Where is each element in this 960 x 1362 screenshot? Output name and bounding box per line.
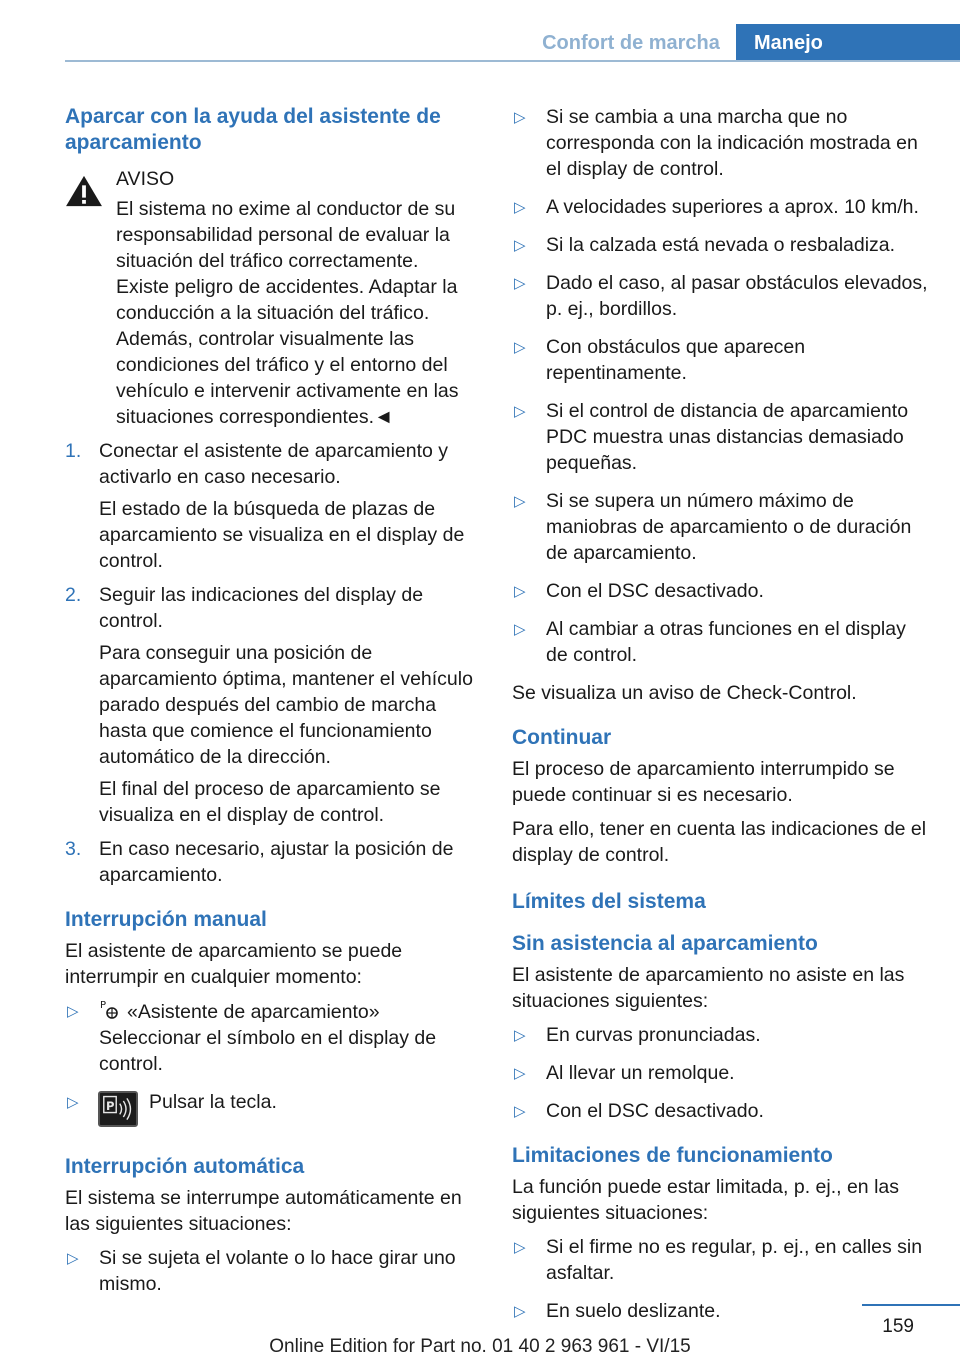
list-item-text: Dado el caso, al pasar obstáculos elevados, p. ej., bordillos.: [546, 272, 928, 320]
bullet-triangle-icon: ▷: [514, 1239, 526, 1256]
step-3: [65, 836, 475, 888]
svg-text:P: P: [100, 1000, 107, 1011]
list-item-text: «Asistente de aparcamiento» Seleccionar el símbolo en el display de control.: [99, 1001, 437, 1075]
list-item-text: En curvas pronunciadas.: [546, 1024, 761, 1046]
list-item: [512, 334, 932, 386]
list-item: [512, 1022, 932, 1048]
parking-assistant-icon: [99, 998, 123, 1022]
auto-intro: El sistema se interrumpe automáticamente en las siguientes situaciones:: [65, 1187, 462, 1235]
no-assist-intro: El asistente de aparcamiento no asiste en las situaciones siguientes:: [512, 964, 905, 1012]
step-text: Seguir las indicaciones del display de control.: [99, 584, 424, 632]
bullet-triangle-icon: ▷: [514, 339, 526, 356]
step-2: [65, 582, 475, 828]
bullet-triangle-icon: ▷: [514, 1065, 526, 1082]
list-item: [512, 1060, 932, 1086]
bullet-triangle-icon: ▷: [514, 1027, 526, 1044]
continue-paragraph: Para ello, tener en cuenta las indicaciones de el display de control.: [512, 818, 927, 866]
list-item-text: Al cambiar a otras funciones en el display de control.: [546, 618, 906, 666]
list-item: [512, 578, 932, 604]
warning-label: AVISO: [116, 168, 175, 190]
bullet-triangle-icon: ▷: [514, 1103, 526, 1120]
header-section-tab: Manejo: [736, 24, 960, 62]
bullet-triangle-icon: ▷: [514, 403, 526, 420]
list-item-text: Si el control de distancia de aparcamiento PDC muestra unas distancias demasiado pequeñas.: [546, 400, 909, 474]
auto-list-continued: [512, 104, 932, 668]
list-item: [65, 1245, 475, 1297]
warning-text: El sistema no exime al conductor de su responsabilidad personal de evaluar la situación del tráfico correctamente. Existe peligro de accidentes. Adaptar la conducción a la situación del tráfico. Además, controlar visualmente las condiciones del tráfico y el entorno del vehículo e intervenir activamente en las situaciones correspondientes.◄: [116, 198, 459, 428]
bullet-triangle-icon: ▷: [514, 199, 526, 216]
list-item: [512, 488, 932, 566]
list-item-text: Si la calzada está nevada o resbaladiza.: [546, 234, 896, 256]
list-item-text: Si se sujeta el volante o lo hace girar uno mismo.: [99, 1247, 456, 1295]
bullet-triangle-icon: ▷: [514, 583, 526, 600]
svg-text:P: P: [106, 1098, 115, 1113]
list-item-text: En suelo deslizante.: [546, 1300, 721, 1322]
list-item: [512, 270, 932, 322]
section-title: Aparcar con la ayuda del asistente de aparcamiento: [65, 105, 441, 154]
list-item: [512, 194, 932, 220]
list-item-text: A velocidades superiores a aprox. 10 km/h.: [546, 196, 919, 218]
bullet-triangle-icon: ▷: [67, 1250, 79, 1267]
function-limits-list: [512, 1234, 932, 1324]
bullet-triangle-icon: ▷: [514, 237, 526, 254]
check-control-note: Se visualiza un aviso de Check-Control.: [512, 682, 857, 704]
bullet-triangle-icon: ▷: [67, 1003, 79, 1020]
list-item-text: Con obstáculos que aparecen repentinamente.: [546, 336, 806, 384]
list-item: [65, 1089, 475, 1135]
list-item: [512, 398, 932, 476]
list-item-text: Con el DSC desactivado.: [546, 1100, 764, 1122]
manual-interruption-heading: Interrupción manual: [65, 908, 267, 931]
warning-box: [65, 166, 475, 430]
list-item: [65, 998, 475, 1077]
continue-paragraph: El proceso de aparcamiento interrumpido se puede continuar si es necesario.: [512, 758, 895, 806]
list-item: [512, 1098, 932, 1124]
list-item: [512, 104, 932, 182]
left-column: [65, 104, 475, 1309]
step-text: Conectar el asistente de aparcamiento y activarlo en caso necesario.: [99, 440, 449, 488]
no-assist-heading: Sin asistencia al aparcamiento: [512, 932, 818, 955]
header-rule: [65, 60, 960, 62]
list-item-text: Al llevar un remolque.: [546, 1062, 735, 1084]
step-number: 1.: [65, 440, 82, 462]
list-item: [512, 232, 932, 258]
auto-list: [65, 1245, 475, 1297]
list-item-text: Con el DSC desactivado.: [546, 580, 764, 602]
bullet-triangle-icon: ▷: [514, 493, 526, 510]
function-limits-intro: La función puede estar limitada, p. ej., en las siguientes situaciones:: [512, 1176, 899, 1224]
manual-intro: El asistente de aparcamiento se puede interrumpir en cualquier momento:: [65, 940, 403, 988]
header-chapter-tab: Confort de marcha: [542, 32, 720, 54]
list-item-text: Si se supera un número máximo de maniobras de aparcamiento o de duración de aparcamiento.: [546, 490, 912, 564]
list-item: [512, 616, 932, 668]
step-note: El final del proceso de aparcamiento se visualiza en el display de control.: [99, 778, 441, 826]
bullet-triangle-icon: ▷: [514, 109, 526, 126]
bullet-triangle-icon: ▷: [67, 1094, 79, 1111]
bullet-triangle-icon: ▷: [514, 621, 526, 638]
limits-heading: Límites del sistema: [512, 890, 706, 913]
manual-list: [65, 998, 475, 1135]
warning-triangle-icon: [65, 174, 103, 208]
step-number: 2.: [65, 584, 82, 606]
list-item-text: Si se cambia a una marcha que no corresponda con la indicación mostrada en el display de control.: [546, 106, 918, 180]
continue-heading: Continuar: [512, 726, 612, 749]
steps-list: [65, 438, 475, 888]
step-note: Para conseguir una posición de aparcamiento óptima, mantener el vehículo parado después del cambio de marcha hasta que comience el funcionamiento automático de la dirección.: [99, 642, 473, 768]
edition-footer: Online Edition for Part no. 01 40 2 963 961 - VI/15: [269, 1336, 691, 1357]
no-assist-list: [512, 1022, 932, 1124]
step-text: En caso necesario, ajustar la posición de aparcamiento.: [99, 838, 454, 886]
footer-rule: [862, 1304, 960, 1306]
step-note: El estado de la búsqueda de plazas de aparcamiento se visualiza en el display de control.: [99, 498, 465, 572]
page-number: 159: [882, 1316, 914, 1337]
bullet-triangle-icon: ▷: [514, 275, 526, 292]
pdc-button-icon: [98, 1091, 138, 1127]
bullet-triangle-icon: ▷: [514, 1303, 526, 1320]
step-1: [65, 438, 475, 574]
auto-interruption-heading: Interrupción automática: [65, 1155, 305, 1178]
list-item: [512, 1234, 932, 1286]
list-item-text: Pulsar la tecla.: [149, 1091, 277, 1113]
function-limits-heading: Limitaciones de funcionamiento: [512, 1144, 833, 1167]
right-column: [512, 104, 932, 1336]
list-item-text: Si el firme no es regular, p. ej., en calles sin asfaltar.: [546, 1236, 923, 1284]
step-number: 3.: [65, 838, 82, 860]
